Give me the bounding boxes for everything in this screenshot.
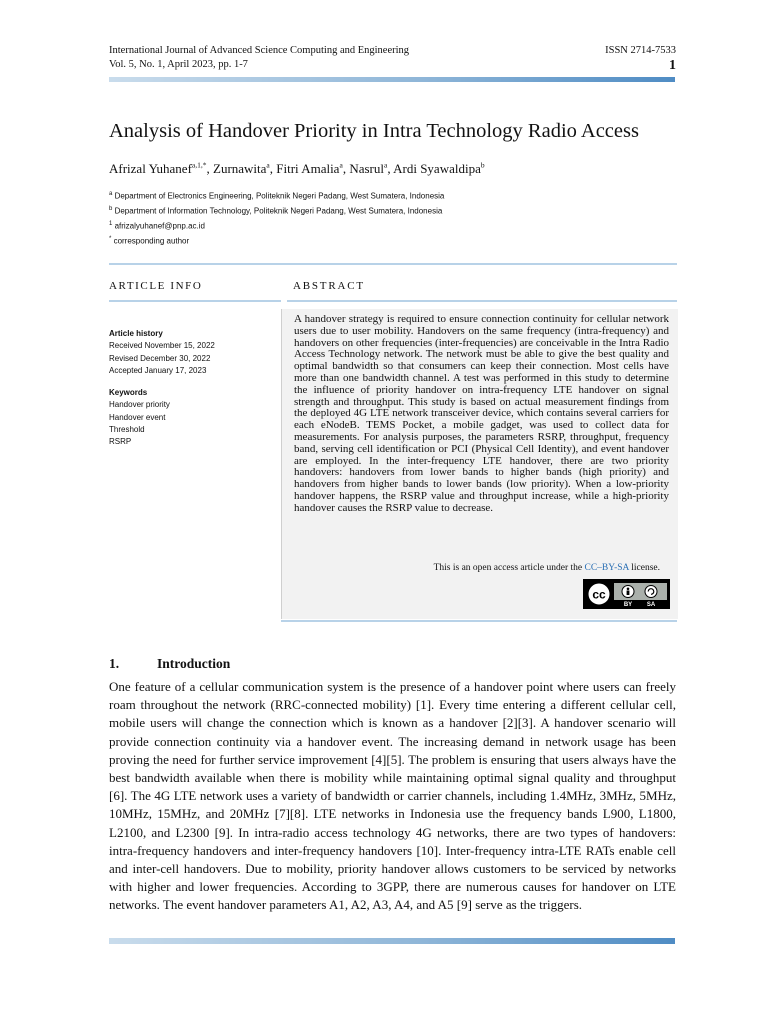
author-email: $^1$ afrizalyuhanef@pnp.ac.id	[109, 220, 205, 231]
volume-info: Vol. 5, No. 1, April 2023, pp. 1-7	[109, 59, 248, 70]
keywords-label: Keywords	[109, 388, 148, 398]
keyword: Handover priority	[109, 400, 170, 410]
keyword: Handover event	[109, 412, 166, 422]
footer-accent-bar	[109, 938, 675, 944]
received-date: Received November 15, 2022	[109, 341, 215, 351]
revised-date: Revised December 30, 2022	[109, 353, 211, 363]
affiliation-a: $^a$ Department of Electronics Engineering, Politeknik Negeri Padang, West Sumatera, Indonesia	[109, 191, 445, 201]
divider-rule	[109, 263, 677, 265]
article-info-rule	[109, 300, 281, 302]
journal-name: International Journal of Advanced Science Computing and Engineering	[109, 45, 410, 56]
affiliations	[109, 188, 444, 248]
header-left	[109, 44, 409, 72]
page-number: 1	[669, 58, 676, 73]
abstract-heading: ABSTRACT	[293, 280, 365, 292]
header-right	[605, 44, 676, 73]
keyword: RSRP	[109, 437, 132, 447]
article-info-heading: ARTICLE INFO	[109, 280, 203, 292]
abstract-text: A handover strategy is required to ensure connection continuity for cellular network users due to user mobility. Handovers on the same frequency (intra-frequency) and handovers on other frequencies (inter-frequencies) are conceivable in the Intra Radio Access Technology network. The network must be able to give the best quality and optimal bandwidth so that consumers can keep their connection. Most cells have more than one bandwidth channel. A test was performed in this study to determine the influence of priority handover on intra-frequency LTE handover on signal strength and throughput. This study is based on actual measurement findings from the deployed 4G LTE network transceiver device, which contains several carriers for each eNodeB. TEMS Pocket, a mobile gadget, was used to collect data for measurements. For analysis purposes, the parameters RSRP, throughput, frequency band, serving cell identification or PCI (Physical Cell Identity), and event handover are employed. In the inter-frequency LTE handover, there are two priority handovers: handovers from lower bands to higher bands (high priority) and handovers from higher bands to lower bands (low priority). When a low-priority handover happens, the RSRP value and throughput increase, while a high-priority handover causes the RSRP value to decrease.	[294, 313, 669, 514]
badge-sa-text: SA	[646, 602, 656, 608]
accepted-date: Accepted January 17, 2023	[109, 365, 207, 375]
author: Nasrul$^a$,	[349, 161, 394, 177]
license-link[interactable]: CC–BY-SA	[584, 563, 629, 573]
author-list	[109, 161, 485, 177]
corresponding-note: * corresponding author	[109, 235, 190, 246]
author: Afrizal Yuhanef$^{a,1,*}$,	[109, 161, 213, 177]
introduction-paragraph: One feature of a cellular communication system is the presence of a handover point where users can freely roam throughout the network (RRC-connected mobility) [1]. Every time entering a different cellular cell, mobile users will change the connection which is known as a handover [2][3]. A handover scenario will provide connection continuity via a handover event. The increasing demand in network usage has been proving the need for further service improvement [4][5]. The problem is ensuring that users always have the best bandwidth available when there is mobility while maintaining optimal signal quality and throughput [6]. The 4G LTE network uses a variety of bandwidth or carrier channels, including 1.4MHz, 3MHz, 5MHz, 10MHz, 15MHz, and 20MHz [7][8]. LTE networks in Indonesia use the frequency bands L900, L1800, L2100, and L2300 [9]. In intra-radio access technology 4G networks, there are two types of handovers: intra-frequency handovers and inter-frequency handovers [10]. Inter-frequency intra-LTE RATs enable cell and inter-cell handovers. Due to mobility, priority handover allows customers to be serviced by networks with higher and lower frequencies. According to 3GPP, there are numerous causes for handover on LTE networks. The event handover parameters A1, A2, A3, A4, and A5 [9] serve as the triggers.	[109, 679, 676, 913]
abstract-rule	[287, 300, 677, 302]
author: Fitri Amalia$^a$,	[276, 161, 350, 177]
issn: ISSN 2714-7533	[605, 45, 676, 56]
section-number: 1.	[109, 656, 120, 671]
author: Zurnawita$^a$,	[213, 161, 277, 177]
abstract-box	[281, 309, 678, 619]
author: Ardi Syawaldipa$^b$	[393, 161, 485, 177]
history-label: Article history	[109, 329, 163, 338]
cc-by-sa-badge-icon[interactable]	[583, 579, 670, 609]
paper-title: Analysis of Handover Priority in Intra Technology Radio Access	[109, 120, 639, 142]
article-info	[109, 328, 215, 449]
section-heading	[109, 656, 230, 672]
badge-cc-text: cc	[592, 587, 606, 602]
abstract-bottom-rule	[281, 620, 677, 622]
header-accent-bar	[109, 77, 675, 82]
keyword: Threshold	[109, 425, 145, 435]
section-title: Introduction	[157, 656, 231, 671]
affiliation-b: $^b$ Department of Information Technology, Politeknik Negeri Padang, West Sumatera, Indonesia	[109, 205, 443, 216]
license-note: This is an open access article under the CC–BY-SA license.	[433, 563, 660, 573]
badge-by-text: BY	[623, 602, 633, 608]
